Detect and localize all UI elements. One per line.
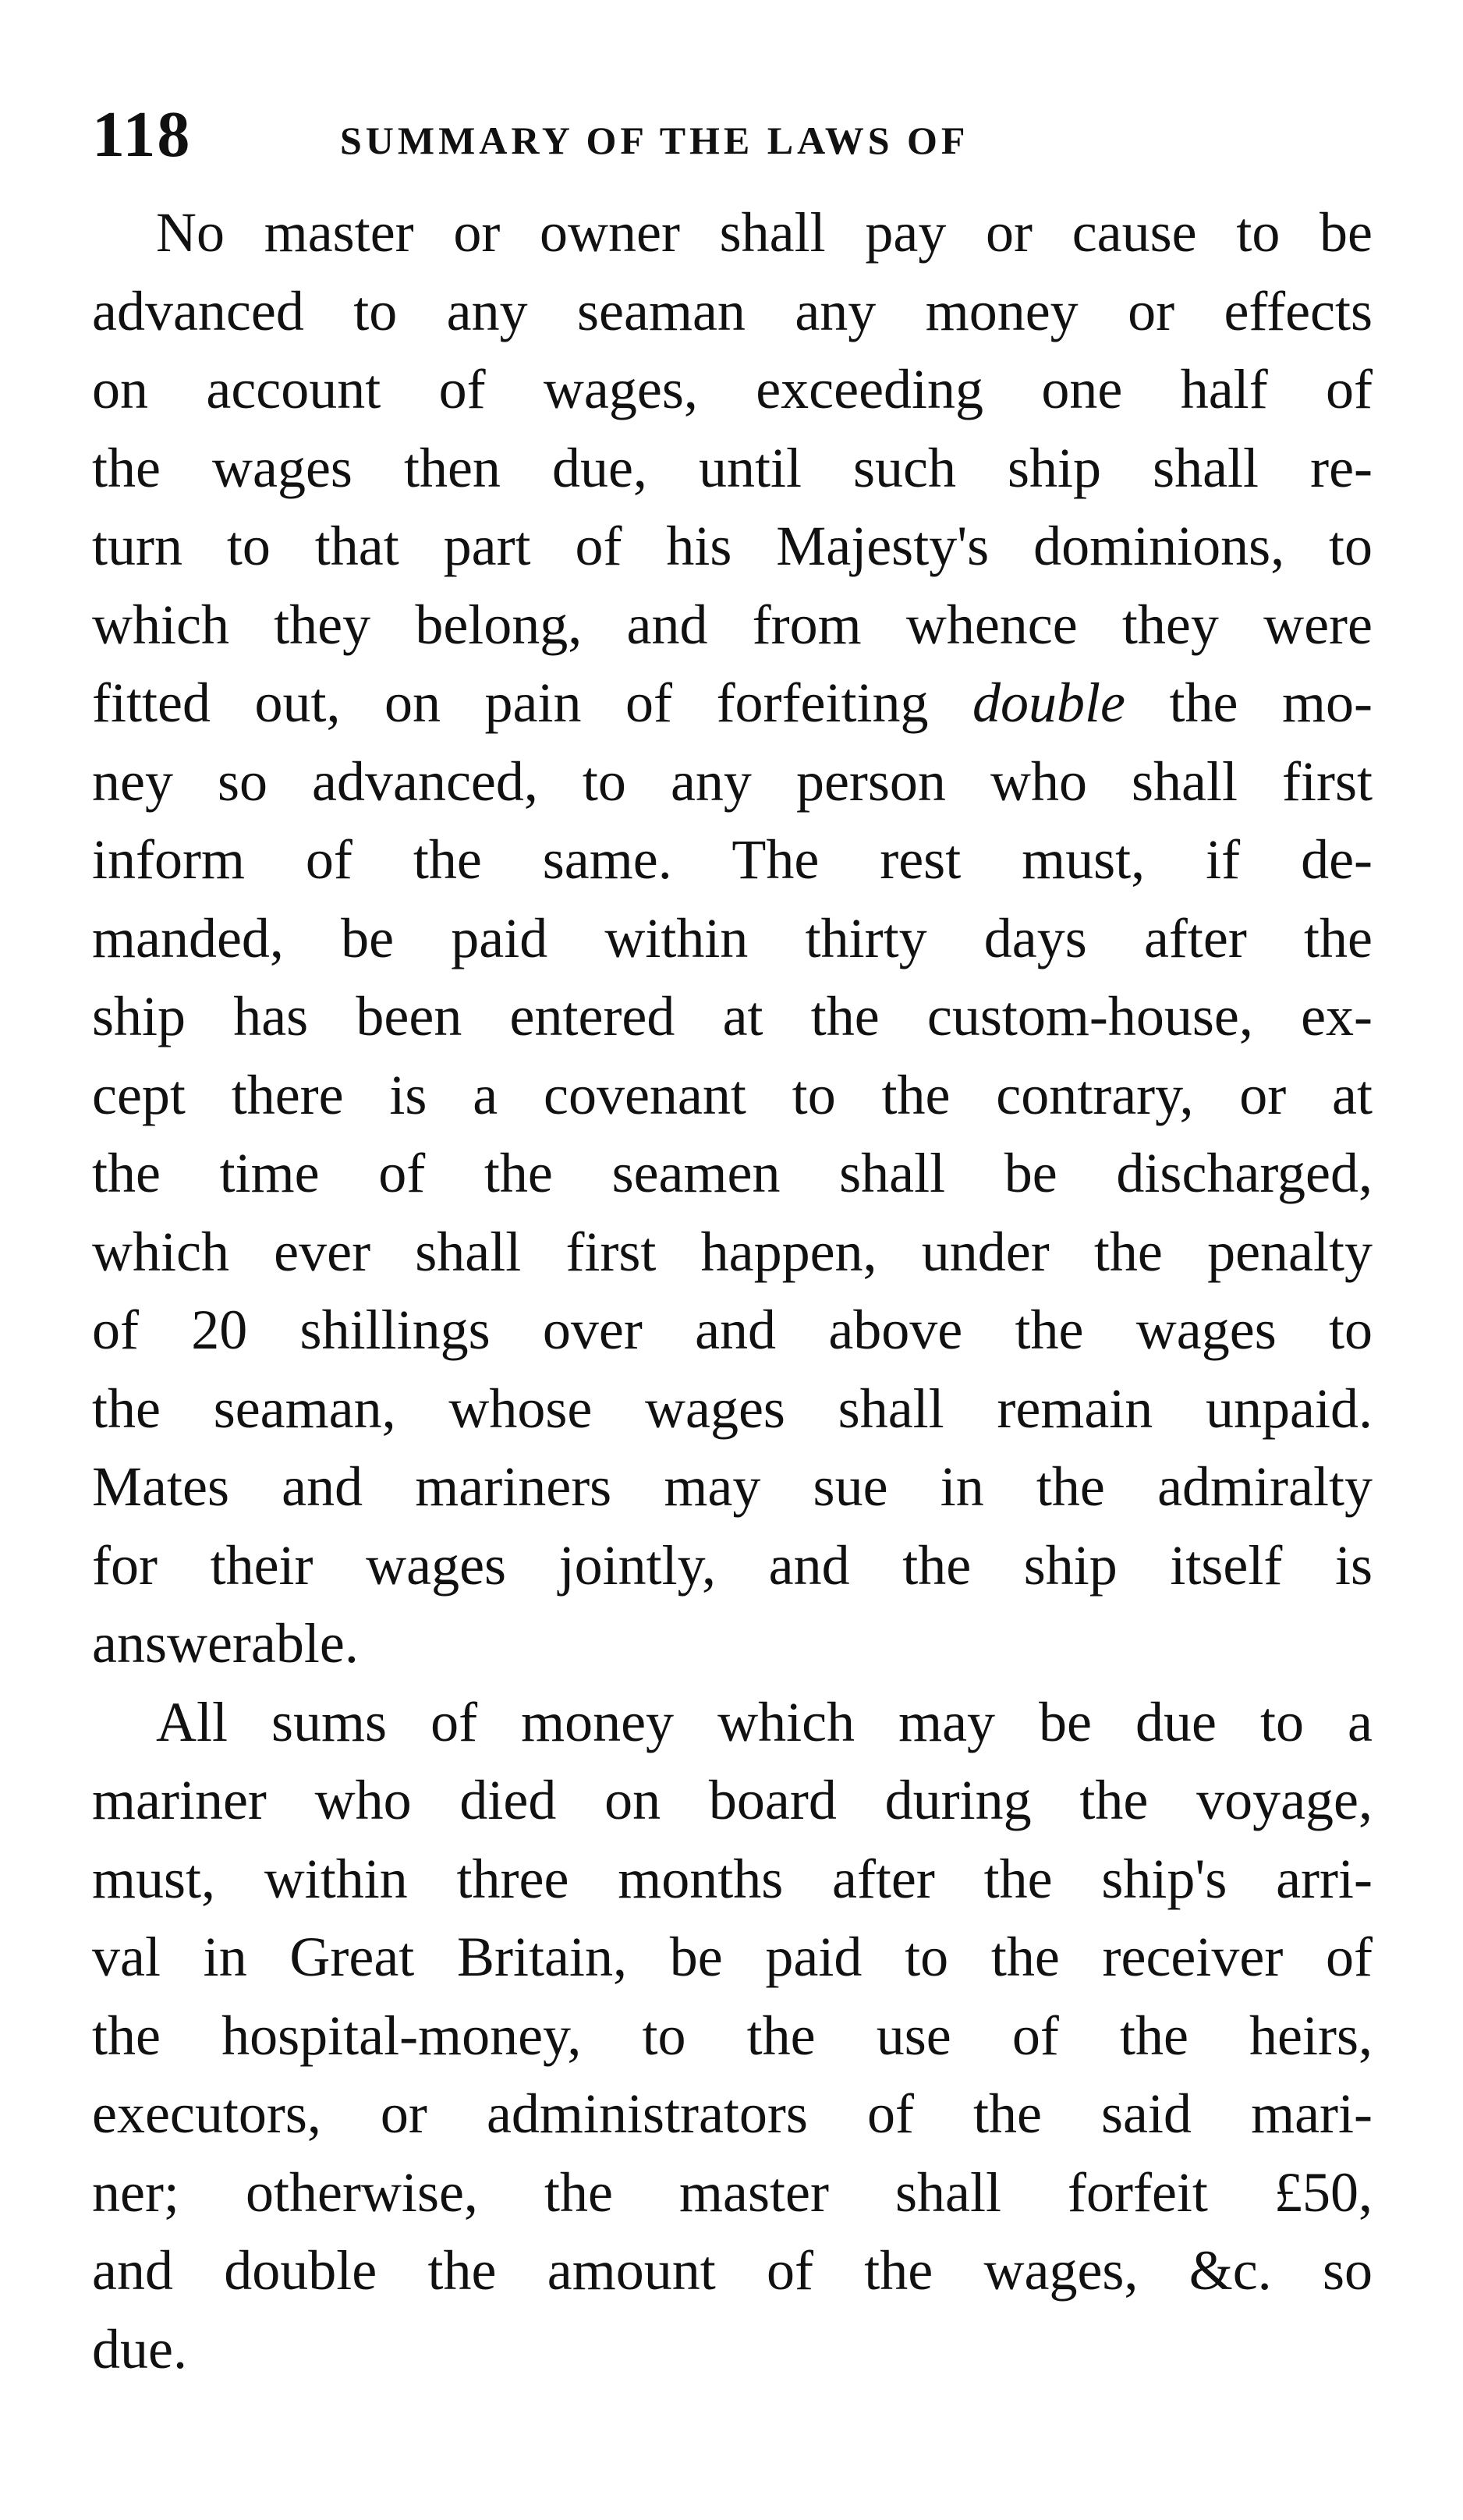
text-line: due. xyxy=(92,2317,187,2380)
page-number: 118 xyxy=(92,98,192,171)
text-line: advanced to any seaman any money or effects xyxy=(92,279,1373,342)
body-text xyxy=(92,193,1373,2388)
text-line: mariner who died on board during the voyage, xyxy=(92,1769,1373,1831)
italic-word: double xyxy=(972,672,1125,734)
text-line: the wages then due, until such ship shall re- xyxy=(92,436,1373,499)
text-line: manded, be paid within thirty days after the xyxy=(92,906,1373,969)
text-segment: fitted out, on pain of forfeiting xyxy=(92,672,929,734)
text-line: which ever shall first happen, under the penalty xyxy=(92,1220,1373,1283)
text-line: and double the amount of the wages, &c. so xyxy=(92,2239,1373,2302)
paragraph-deceased-mariner xyxy=(92,1683,1373,2389)
page-header xyxy=(92,92,1387,178)
text-line: which they belong, and from whence they were xyxy=(92,593,1373,656)
text-line: cept there is a covenant to the contrary, or at xyxy=(92,1063,1373,1126)
text-line-with-italic xyxy=(92,664,1373,743)
text-line: ner; otherwise, the master shall forfeit £50, xyxy=(92,2160,1373,2224)
text-segment: the mo- xyxy=(1169,672,1373,734)
text-line: No master or owner shall pay or cause to be xyxy=(156,201,1373,264)
text-line: Mates and mariners may sue in the admiralty xyxy=(92,1455,1373,1518)
text-line: executors, or administrators of the said mari- xyxy=(92,2082,1373,2145)
text-line: of 20 shillings over and above the wages to xyxy=(92,1299,1373,1361)
text-line: must, within three months after the ship's arri- xyxy=(92,1847,1373,1910)
paragraph-seamen-wages xyxy=(92,193,1373,1683)
text-line: val in Great Britain, be paid to the receiver of xyxy=(92,1926,1373,1988)
text-line: ney so advanced, to any person who shall first xyxy=(92,750,1373,813)
text-line: All sums of money which may be due to a xyxy=(156,1690,1373,1753)
text-line: the time of the seamen shall be discharged, xyxy=(92,1142,1373,1204)
text-line: the hospital-money, to the use of the heirs, xyxy=(92,2004,1373,2067)
text-line: inform of the same. The rest must, if de- xyxy=(92,828,1373,891)
text-line: on account of wages, exceeding one half of xyxy=(92,358,1373,420)
text-line: ship has been entered at the custom-house, ex- xyxy=(92,985,1373,1047)
text-line: the seaman, whose wages shall remain unpaid. xyxy=(92,1377,1373,1440)
text-line: turn to that part of his Majesty's dominions, to xyxy=(92,515,1373,577)
running-head: SUMMARY OF THE LAWS OF xyxy=(340,119,969,162)
text-line: answerable. xyxy=(92,1612,359,1675)
text-line: for their wages jointly, and the ship itself is xyxy=(92,1533,1373,1597)
